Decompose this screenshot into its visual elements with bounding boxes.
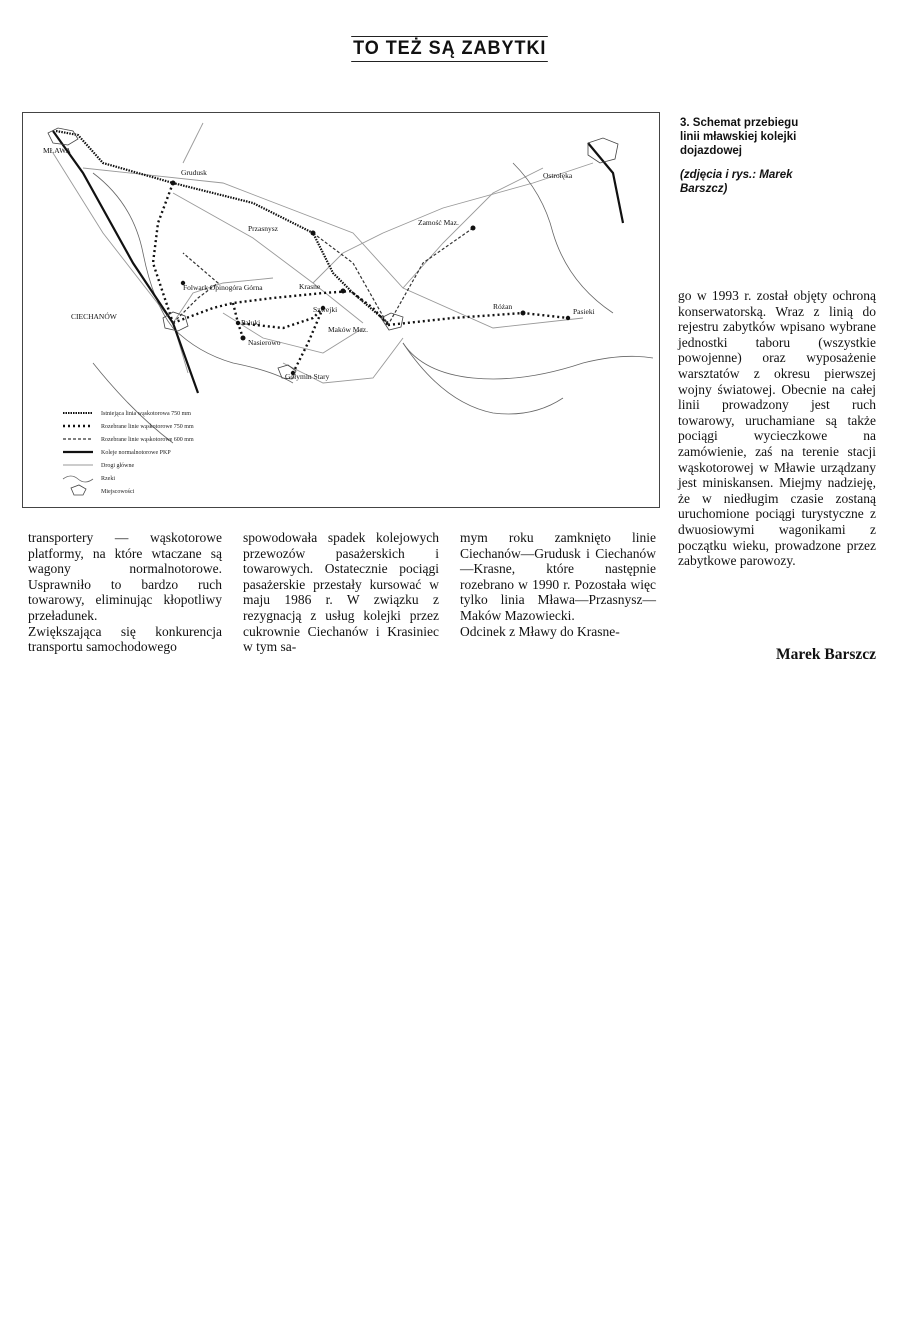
legend-label: Rozebrane linie wąskotorowe 750 mm <box>101 424 194 430</box>
road-line <box>53 153 188 373</box>
town-marker <box>341 289 346 294</box>
label-pasieki: Pasieki <box>573 307 595 316</box>
legend-label: Koleje normalnotorowe PKP <box>101 450 171 456</box>
legend-swatch-rivers <box>63 476 93 482</box>
label-mlawa: MŁAWA <box>43 146 71 155</box>
road-line <box>173 193 363 323</box>
text-column-3 <box>460 530 656 639</box>
town-marker <box>471 226 476 231</box>
label-nasierowo: Nasierowo <box>248 338 281 347</box>
town-marker <box>171 181 176 186</box>
town-marker <box>311 231 316 236</box>
label-golymin: Gołymin Stary <box>285 372 330 381</box>
label-ostroleka: Ostrołęka <box>543 171 573 180</box>
town-marker <box>566 316 570 320</box>
label-rozan: Różan <box>493 302 513 311</box>
section-title: TO TEŻ SĄ ZABYTKI <box>351 36 548 62</box>
railway-map-svg <box>23 113 659 507</box>
dismantled-line-750 <box>293 308 323 373</box>
pkp-line <box>588 143 623 223</box>
town-marker <box>241 336 246 341</box>
legend-swatch-towns <box>71 485 86 495</box>
paragraph: transportery — wąskotorowe platformy, na które wtaczane są wagony normalnotorowe. Usprawniło to bardzo ruch towarowy, eliminując kłopotliwy przeładunek. <box>28 530 222 623</box>
legend-label: Istniejąca linia wąskotorowa 750 mm <box>101 411 191 417</box>
town-area-makow <box>381 313 403 330</box>
page-header <box>0 36 900 62</box>
road-line <box>183 123 203 163</box>
label-folwark: Folwark Opinogóra Górna <box>183 283 263 292</box>
label-szwejki: Szwejki <box>313 305 338 314</box>
label-zamosc: Zamość Maz. <box>418 218 459 227</box>
figure-caption <box>680 116 800 196</box>
text-column-2 <box>243 530 439 655</box>
river-line <box>403 343 653 379</box>
river-line <box>513 163 613 313</box>
town-area-ostroleka <box>588 138 618 163</box>
paragraph: Zwiększająca się konkurencja transportu samochodowego <box>28 623 222 655</box>
dismantled-line-600 <box>388 228 473 325</box>
label-przasnysz: Przasnysz <box>248 224 278 233</box>
river-line <box>93 363 173 443</box>
map-legend <box>63 411 194 495</box>
paragraph: Odcinek z Mławy do Krasne- <box>460 623 620 639</box>
text-column-1 <box>28 530 222 655</box>
paragraph: spowodowała spadek kolejowych przewozów pasażerskich i towarowych. Ostatecznie pociągi pasażerskie przestały kursować w maju 1986 r. W związku z rezygnacją z usług kolejki przez cukrownie Ciechanów i Krasiniec w tym sa- <box>243 530 439 655</box>
paragraph: go w 1993 r. został objęty ochroną konserwatorską. Wraz z linią do rejestru zabytków wpisano wybrane jednostki taboru (wszystkie powojenne) oraz wyposażenie warsztatów z okresu pierwszej wojny światowej. Obecnie na całej linii prowadzony jest ruch towarowy, uruchamiane są także pociągi wycieczkowe na zamówienie, zaś na terenie stacji wąskotorowej w Mławie urządzany jest miniskansen. Miejmy nadzieję, że w niedługim czasie zostaną uruchomione pociągi turystyczne z dwuosiowymi wagonikami z początku wieku, prowadzone przez zabytkowe parowozy. <box>678 288 876 569</box>
town-marker <box>236 321 240 325</box>
legend-label: Rzeki <box>101 476 115 482</box>
paragraph: mym roku zamknięto linie Ciechanów—Grudusk i Ciechanów—Krasne, które następnie rozebrano w 1990 r. Pozostała więc tylko linia Mława—Przasnysz—Maków Mazowiecki. <box>460 530 656 623</box>
caption-credit: (zdjęcia i rys.: Marek Barszcz) <box>680 169 793 195</box>
label-grudusk: Grudusk <box>181 168 207 177</box>
label-krasne: Krasne <box>299 282 321 291</box>
label-makow: Maków Maz. <box>328 325 368 334</box>
legend-label: Miejscowości <box>101 489 135 495</box>
dismantled-line-750 <box>153 183 173 323</box>
town-area-mlawa <box>48 128 78 145</box>
text-column-4 <box>678 288 876 569</box>
caption-text: 3. Schemat przebiegu linii mławskiej kolejki dojazdowej <box>680 117 799 157</box>
author-signature: Marek Barszcz <box>776 646 876 663</box>
railway-map <box>22 112 660 508</box>
dismantled-line-750 <box>388 313 568 325</box>
label-ciechanow: CIECHANÓW <box>71 312 117 321</box>
legend-label: Rozebrane linie wąskotorowe 600 mm <box>101 437 194 443</box>
label-paluki: Pałuki <box>241 318 261 327</box>
town-marker <box>521 311 526 316</box>
legend-label: Drogi główne <box>101 463 135 469</box>
